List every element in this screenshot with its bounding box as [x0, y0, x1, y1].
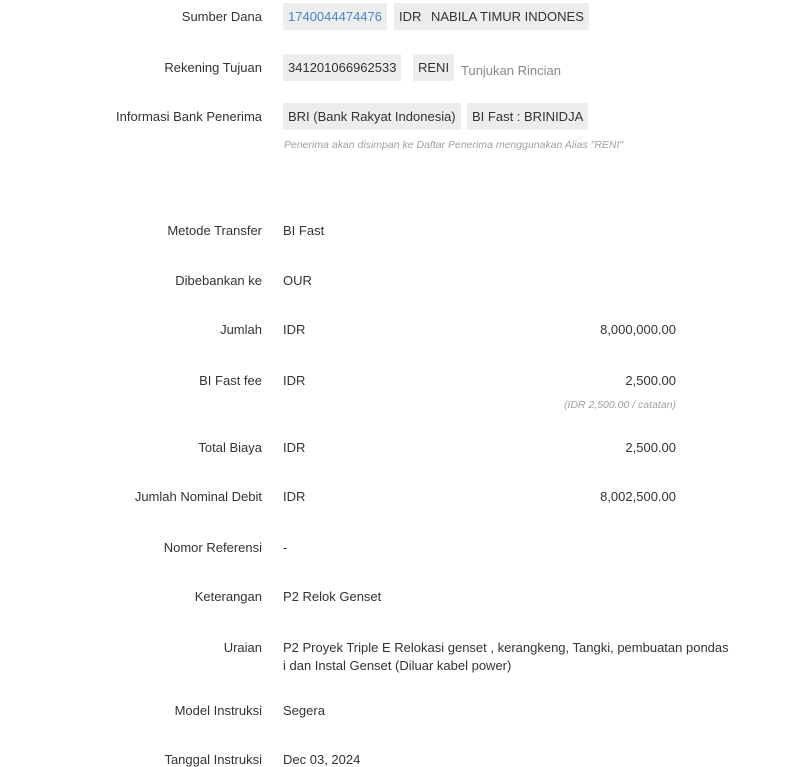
- label-bank-penerima: Informasi Bank Penerima: [116, 109, 262, 124]
- transfer-method-value: BI Fast: [283, 223, 325, 238]
- reference-value: -: [283, 540, 288, 555]
- instruction-date-value: Dec 03, 2024: [283, 752, 361, 767]
- total-fee-value: 2,500.00: [625, 440, 676, 455]
- description-line-1: P2 Proyek Triple E Relokasi genset , kerangkeng, Tangki, pembuatan pondas: [283, 640, 729, 655]
- fee-note: (IDR 2,500.00 / catatan): [563, 399, 676, 411]
- instruction-model-value: Segera: [283, 703, 325, 718]
- source-account-box: [283, 3, 387, 30]
- label-total-biaya: Total Biaya: [198, 440, 262, 455]
- destination-alias: RENI: [413, 54, 454, 81]
- label-tanggal-instruksi: Tanggal Instruksi: [164, 752, 262, 767]
- label-metode-transfer: Metode Transfer: [167, 223, 262, 238]
- recipient-save-note: Penerima akan disimpan ke Daftar Penerima menggunakan Alias "RENI": [284, 139, 624, 151]
- label-uraian: Uraian: [223, 640, 262, 655]
- debit-value: 8,002,500.00: [600, 489, 676, 504]
- label-nominal-debit: Jumlah Nominal Debit: [134, 489, 262, 504]
- label-model-instruksi: Model Instruksi: [174, 703, 262, 718]
- source-currency: IDR: [394, 3, 426, 30]
- source-account-number[interactable]: 1740044474476: [288, 9, 382, 24]
- label-bifast-fee: BI Fast fee: [199, 373, 262, 388]
- total-fee-currency: IDR: [283, 440, 306, 455]
- fee-value: 2,500.00: [625, 373, 676, 388]
- destination-account-number: 341201066962533: [283, 54, 401, 81]
- label-jumlah: Jumlah: [220, 322, 262, 337]
- label-nomor-referensi: Nomor Referensi: [163, 540, 262, 555]
- label-dibebankan: Dibebankan ke: [175, 273, 262, 288]
- label-keterangan: Keterangan: [194, 589, 262, 604]
- source-account-name: NABILA TIMUR INDONES: [426, 3, 589, 30]
- description-line-2: i dan Instal Genset (Diluar kabel power): [283, 658, 512, 673]
- fee-currency: IDR: [283, 373, 306, 388]
- recipient-bank-name: BRI (Bank Rakyat Indonesia): [283, 103, 461, 130]
- show-details-link[interactable]: Tunjukan Rincian: [461, 63, 561, 78]
- amount-currency: IDR: [283, 322, 306, 337]
- charged-to-value: OUR: [283, 273, 312, 288]
- label-sumber-dana: Sumber Dana: [181, 9, 262, 24]
- debit-currency: IDR: [283, 489, 306, 504]
- remark-value: P2 Relok Genset: [283, 589, 382, 604]
- amount-value: 8,000,000.00: [600, 322, 676, 337]
- recipient-bifast-code: BI Fast : BRINIDJA: [467, 103, 588, 130]
- label-rekening-tujuan: Rekening Tujuan: [164, 60, 262, 75]
